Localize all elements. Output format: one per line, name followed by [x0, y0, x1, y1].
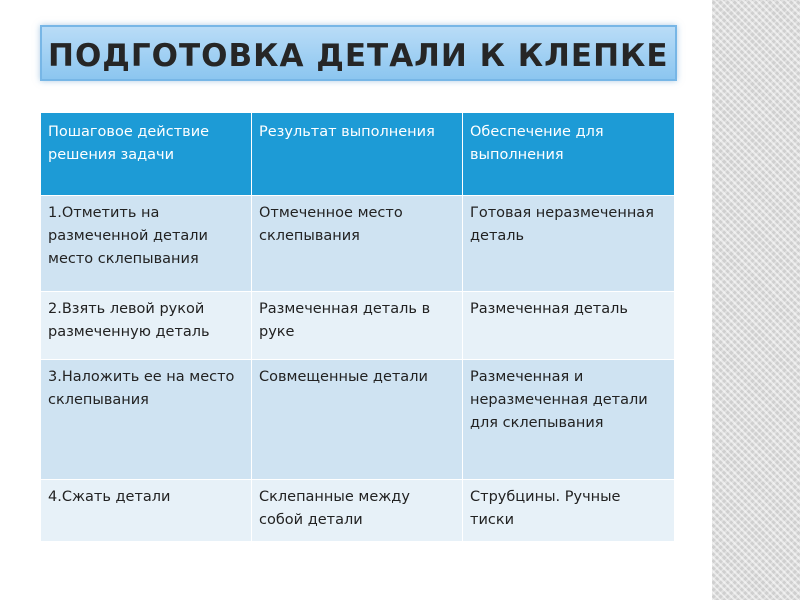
decorative-side-stripe	[712, 0, 800, 600]
table-row	[41, 196, 675, 292]
table-cell: 2.Взять левой рукой размеченную деталь	[41, 292, 252, 360]
header-provision: Обеспечение для выполнения	[463, 113, 675, 196]
slide-title: ПОДГОТОВКА ДЕТАЛИ К КЛЕПКЕ	[48, 38, 669, 74]
table-cell: Готовая неразмеченная деталь	[463, 196, 675, 292]
table-cell: Размеченная деталь в руке	[252, 292, 463, 360]
table-header-row	[41, 113, 675, 196]
table-cell: Размеченная деталь	[463, 292, 675, 360]
table-cell: Склепанные между собой детали	[252, 480, 463, 542]
table-row	[41, 360, 675, 480]
table-cell: Струбцины. Ручные тиски	[463, 480, 675, 542]
steps-table	[40, 112, 675, 542]
table-row	[41, 480, 675, 542]
table-cell: 1.Отметить на размеченной детали место склепывания	[41, 196, 252, 292]
table-cell: 4.Сжать детали	[41, 480, 252, 542]
table-cell: Отмеченное место склепывания	[252, 196, 463, 292]
table-cell: 3.Наложить ее на место склепывания	[41, 360, 252, 480]
table-row	[41, 292, 675, 360]
header-step-action: Пошаговое действие решения задачи	[41, 113, 252, 196]
table-cell: Совмещенные детали	[252, 360, 463, 480]
header-result: Результат выполнения	[252, 113, 463, 196]
table-cell: Размеченная и неразмеченная детали для склепывания	[463, 360, 675, 480]
